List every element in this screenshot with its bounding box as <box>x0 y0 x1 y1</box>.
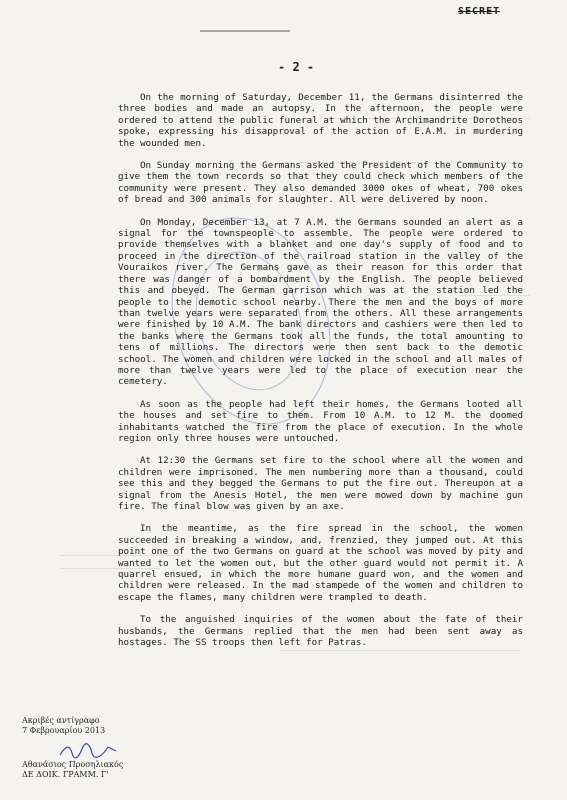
paragraph: As soon as the people had left their homes, the Germans looted all the houses and set fire to them. From 10 A.M. to 12 M. the doomed inhabitants watched the fire from the place of execution. In the whole region only three houses were untouched. <box>118 398 523 444</box>
paragraph: In the meantime, as the fire spread in the school, the women succeeded in breaking a window, and, frenzied, they jumped out. At this point one of the two Germans on guard at the school was moved by pity and wanted to let the women out, but the other guard would not permit it. A quarrel ensued, in which the more humane guard won, and the women and children were released. In the mad stampede of the women and children to escape the flames, many children were trampled to death. <box>118 523 523 603</box>
certified-copy-label: Ακριβές αντίγραφο <box>22 716 100 725</box>
document-body <box>118 92 523 659</box>
certification-date: 7 Φεβρουαρίου 2013 <box>22 726 106 735</box>
paragraph: On the morning of Saturday, December 11, the Germans disinterred the three bodies and made an autopsy. In the afternoon, the people were ordered to attend the public funeral at which the Archimandrite Dorotheos spoke, expressing his disapproval of the action of E.A.M. in murdering the wounded men. <box>118 92 523 149</box>
paragraph: On Monday, December 13, at 7 A.M. the Germans sounded an alert as a signal for the townspeople to assemble. The people were ordered to provide themselves with a blanket and one day's supply of food and to proceed in the direction of the railroad station in the valley of the Vouraikos river. The Germans gave as their reason for this order that there was danger of a bombardment by the English. The people believed this and obeyed. The German garrison which was at the station led the people to the demotic school nearby. There the men and the boys of more than twelve years were separated from the others. All these arrangements were finished by 10 A.M. The bank directors and cashiers were then led to the banks where the Germans took all the funds, the total amounting to tens of millions. The directors were then sent back to the demotic school. The women and children were locked in the school and all males of more than twelve years were led to the place of execution near the cemetery. <box>118 216 523 388</box>
handwritten-signature <box>58 741 118 761</box>
classification-stamp: SECRET <box>458 6 501 17</box>
paragraph: At 12:30 the Germans set fire to the school where all the women and children were imprisoned. The men numbering more than a thousand, could see this and they begged the Germans to put the fire out. Thereupon at a signal from the Anesis Hotel, the men were mowed down by machine gun fire. The final blow was given by an axe. <box>118 455 523 512</box>
page-number: - 2 - <box>278 60 315 74</box>
paragraph: To the anguished inquiries of the women about the fate of their husbands, the Germans replied that the men had been sent away as hostages. The SS troops then left for Patras. <box>118 614 523 649</box>
official-title: ΔΕ ΔΟΙΚ. ΓΡΑΜΜ. Γ' <box>22 770 109 779</box>
official-name: Αθανάσιος Προσηλιακός <box>22 760 124 769</box>
top-rule <box>200 30 290 32</box>
paragraph: On Sunday morning the Germans asked the President of the Community to give them the town records so that they could check which members of the community were present. They also demanded 3000 okes of wheat, 700 okes of bread and 300 animals for slaughter. All were delivered by noon. <box>118 160 523 206</box>
